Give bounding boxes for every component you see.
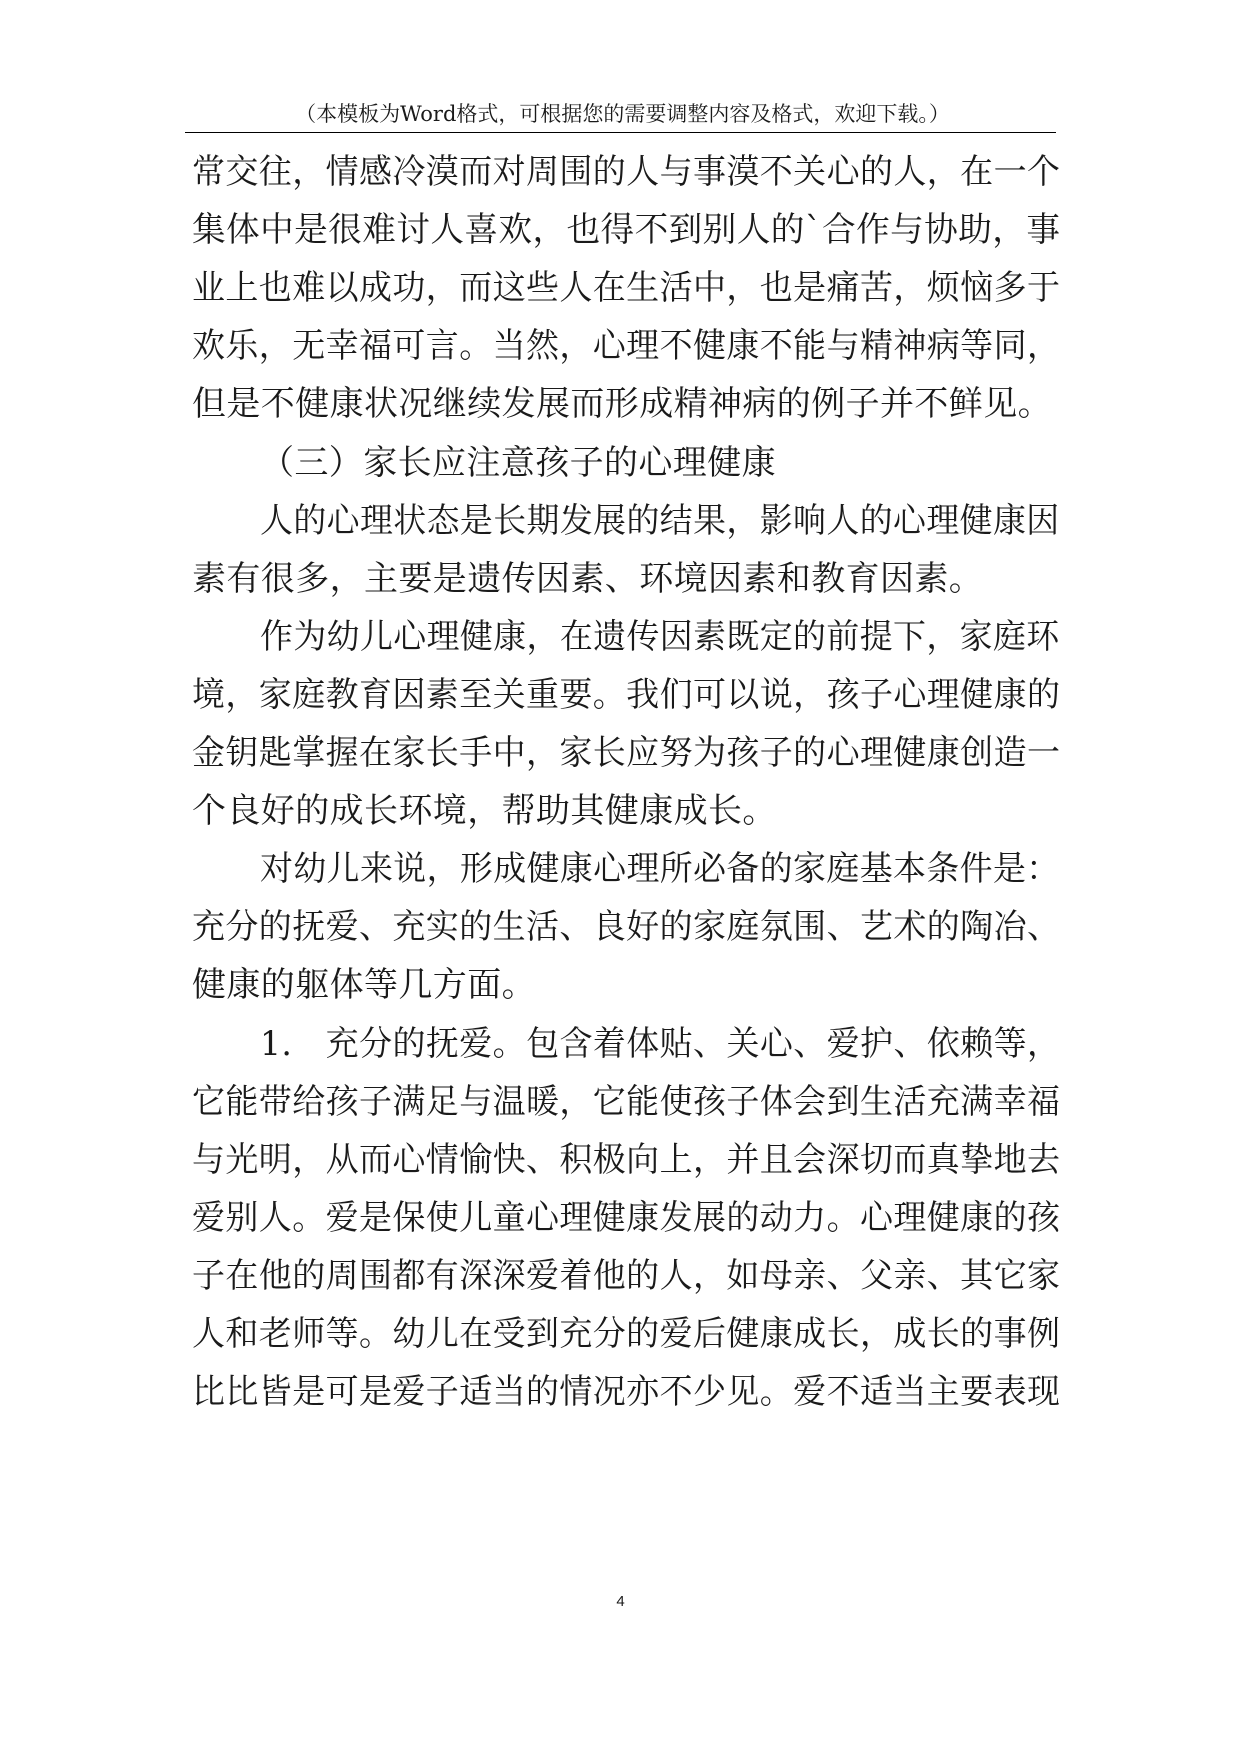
- text-line: 业上也难以成功，而这些人在生活中，也是痛苦，烦恼多于: [192, 268, 1061, 308]
- text-line: 比比皆是可是爱子适当的情况亦不少见。爱不适当主要表现: [192, 1372, 1061, 1412]
- text-line: 与光明，从而心情愉快、积极向上，并且会深切而真挚地去: [192, 1140, 1061, 1180]
- text-line: 它能带给孩子满足与温暖，它能使孩子体会到生活充满幸福: [192, 1082, 1061, 1122]
- section-heading: （三）家长应注意孩子的心理健康: [260, 443, 776, 483]
- text-line: 常交往，情感冷漠而对周围的人与事漠不关心的人，在一个: [192, 152, 1061, 192]
- text-line: 健康的躯体等几方面。: [192, 965, 536, 1005]
- text-line: 个良好的成长环境，帮助其健康成长。: [192, 791, 777, 831]
- text-line: 作为幼儿心理健康，在遗传因素既定的前提下，家庭环: [260, 617, 1060, 657]
- text-line: 人和老师等。幼儿在受到充分的爱后健康成长，成长的事例: [192, 1314, 1061, 1354]
- text-line: 充分的抚爱、充实的生活、良好的家庭氛围、艺术的陶冶、: [192, 907, 1061, 947]
- text-line: 爱别人。爱是保使儿童心理健康发展的动力。心理健康的孩: [192, 1198, 1061, 1238]
- text-line: 但是不健康状况继续发展而形成精神病的例子并不鲜见。: [192, 384, 1052, 424]
- text-line: 金钥匙掌握在家长手中，家长应努为孩子的心理健康创造一: [192, 733, 1061, 773]
- text-line: 欢乐，无幸福可言。当然，心理不健康不能与精神病等同，: [192, 326, 1061, 366]
- text-line: 集体中是很难讨人喜欢，也得不到别人的`合作与协助，事: [192, 210, 1061, 250]
- page-header: （本模板为Word格式，可根据您的需要调整内容及格式，欢迎下载。）: [295, 102, 950, 126]
- text-line: 人的心理状态是长期发展的结果，影响人的心理健康因: [260, 501, 1060, 541]
- text-line: 对幼儿来说，形成健康心理所必备的家庭基本条件是：: [260, 849, 1060, 889]
- header-rule: [185, 132, 1056, 133]
- page-number: 4: [616, 1593, 625, 1610]
- text-line: 子在他的周围都有深深爱着他的人，如母亲、父亲、其它家: [192, 1256, 1061, 1296]
- list-item-line: 1. 充分的抚爱。包含着体贴、关心、爱护、依赖等，: [260, 1024, 1061, 1064]
- text-line: 素有很多，主要是遗传因素、环境因素和教育因素。: [192, 559, 984, 599]
- text-line: 境，家庭教育因素至关重要。我们可以说，孩子心理健康的: [192, 675, 1061, 715]
